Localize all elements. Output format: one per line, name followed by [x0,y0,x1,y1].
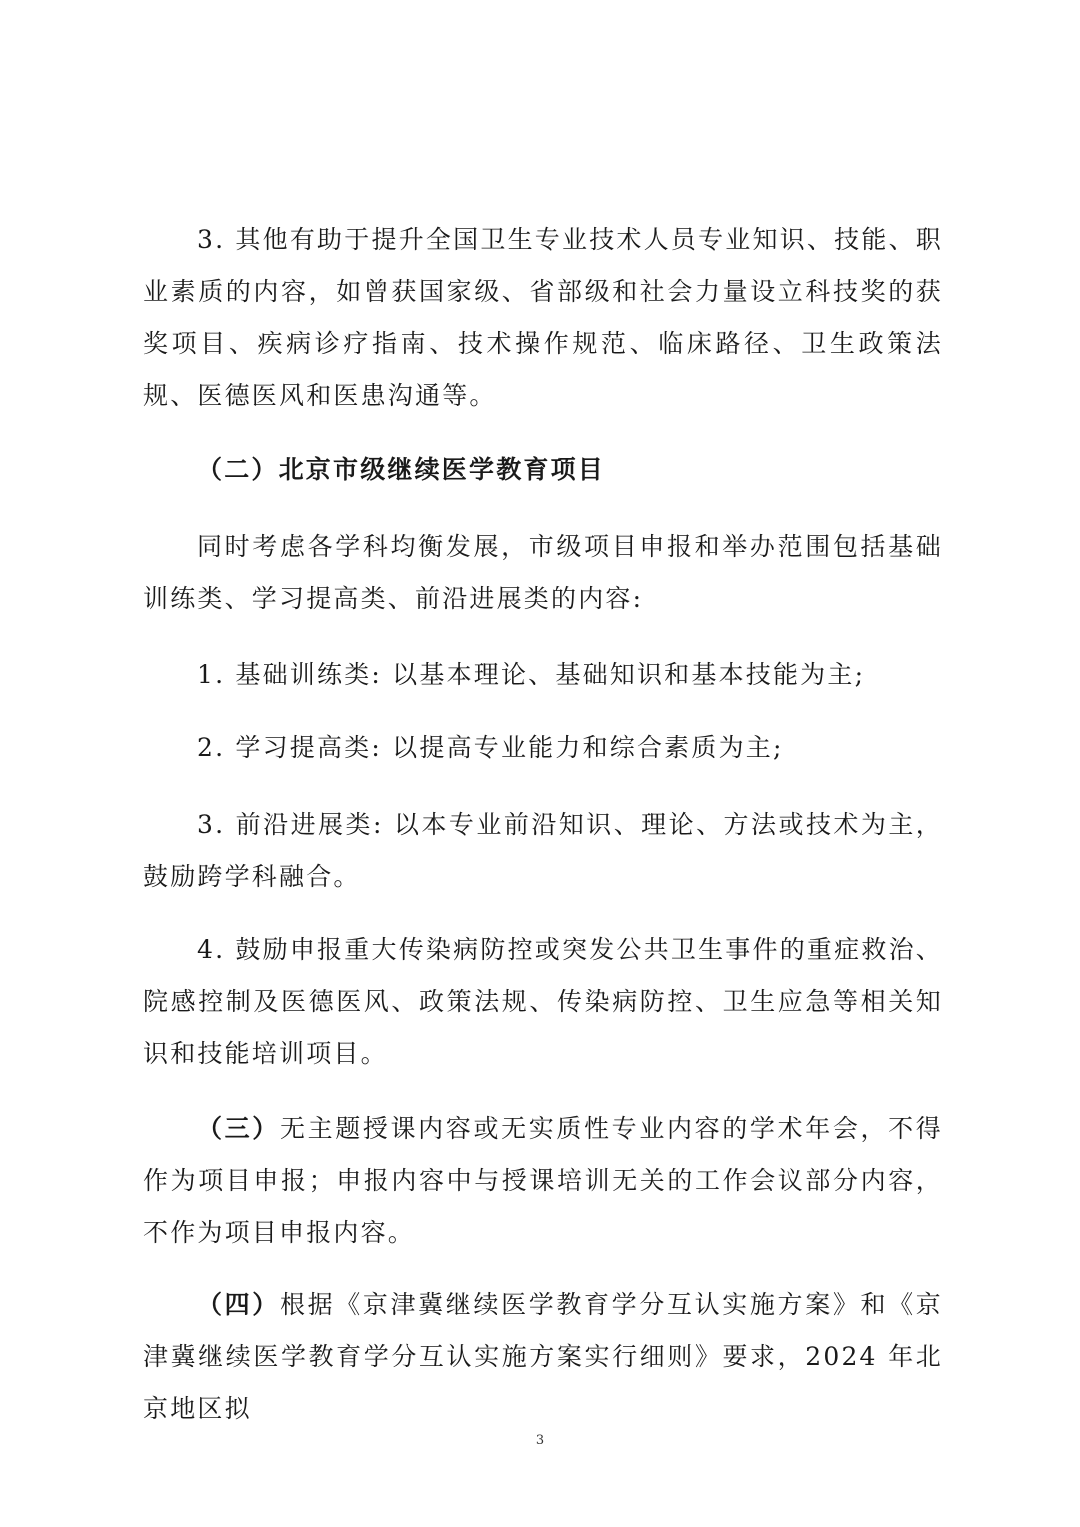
paragraph-section-three [143,1103,943,1259]
paragraph-text: 根据《京津冀继续医学教育学分互认实施方案》和《京津冀继续医学教育学分互认实施方案实行细则》要求，2024 年北京地区拟 [143,1290,943,1423]
page-number: 3 [535,1433,545,1448]
section-heading-beijing-municipal-projects [143,444,943,496]
list-item-frontier-progress [143,799,943,903]
list-item-text: 1. 基础训练类: 以基本理论、基础知识和基本技能为主; [197,660,866,689]
list-item-basic-training [143,649,943,701]
paragraph-section-four [143,1279,943,1435]
paragraph-item-3-other-content [143,214,943,422]
section-number-four: （四） [197,1290,280,1319]
list-item-learning-improvement [143,722,943,774]
section-number-three: （三） [197,1114,280,1143]
list-item-text: 4. 鼓励申报重大传染病防控或突发公共卫生事件的重症救治、院感控制及医德医风、政策法规、传染病防控、卫生应急等相关知识和技能培训项目。 [143,935,943,1068]
heading-text: （二）北京市级继续医学教育项目 [197,455,606,484]
paragraph-text: 同时考虑各学科均衡发展，市级项目申报和举办范围包括基础训练类、学习提高类、前沿进展类的内容: [143,532,943,613]
paragraph-balanced-development [143,521,943,625]
list-item-text: 2. 学习提高类: 以提高专业能力和综合素质为主; [197,733,784,762]
list-item-text: 3. 前沿进展类: 以本专业前沿知识、理论、方法或技术为主，鼓励跨学科融合。 [143,810,943,891]
paragraph-text: 3. 其他有助于提升全国卫生专业技术人员专业知识、技能、职业素质的内容，如曾获国家级、省部级和社会力量设立科技奖的获奖项目、疾病诊疗指南、技术操作规范、临床路径、卫生政策法规、医德医风和医患沟通等。 [143,225,943,410]
paragraph-text: 无主题授课内容或无实质性专业内容的学术年会，不得作为项目申报；申报内容中与授课培训无关的工作会议部分内容，不作为项目申报内容。 [143,1114,943,1247]
list-item-encourage-infectious-disease [143,924,943,1080]
